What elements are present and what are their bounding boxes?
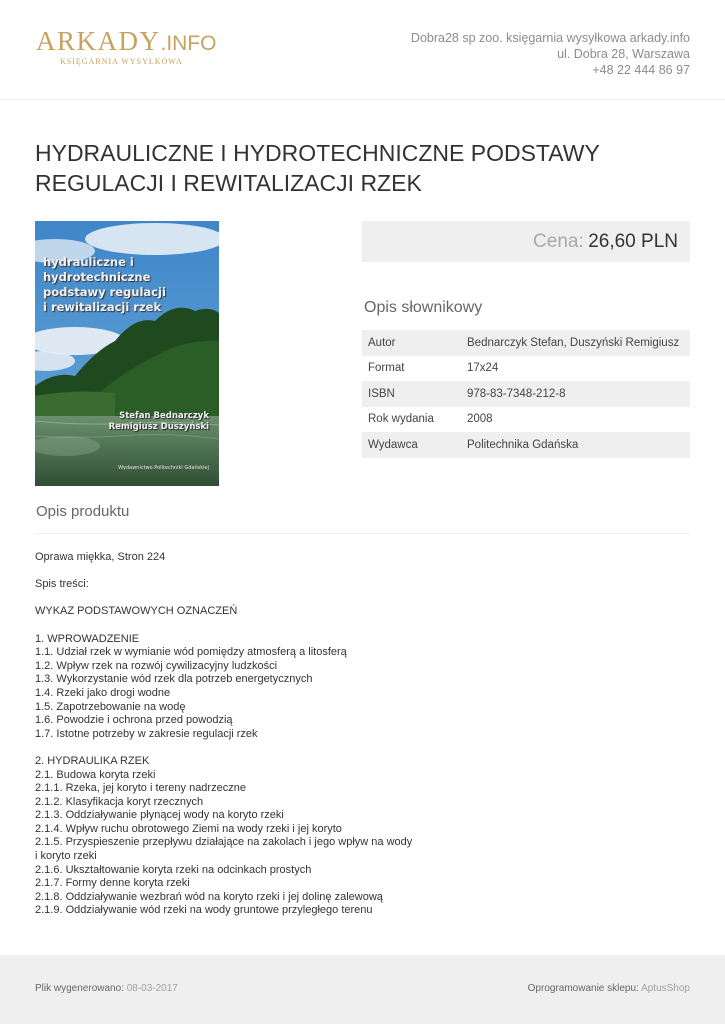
cover-author: Remigiusz Duszyński bbox=[108, 422, 209, 432]
table-row bbox=[362, 330, 690, 356]
cover-authors bbox=[109, 411, 209, 433]
price-box bbox=[362, 221, 690, 262]
cover-title-line: i rewitalizacji rzek bbox=[43, 300, 162, 314]
dictionary-table bbox=[362, 330, 690, 458]
table-row bbox=[362, 407, 690, 433]
shop-address: ul. Dobra 28, Warszawa bbox=[557, 47, 690, 61]
page-header bbox=[0, 0, 725, 100]
cover-title-line: podstawy regulacji bbox=[43, 285, 166, 299]
cover-author: Stefan Bednarczyk bbox=[119, 411, 209, 421]
cover-title-line: hydrauliczne i hydrotechniczne bbox=[43, 255, 151, 284]
row-value: 17x24 bbox=[467, 362, 499, 375]
row-key: Autor bbox=[368, 336, 396, 349]
divider bbox=[35, 533, 690, 534]
generated-label: Plik wygenerowano: bbox=[35, 983, 124, 994]
table-row bbox=[362, 356, 690, 382]
software-info bbox=[528, 983, 690, 994]
row-key: Rok wydania bbox=[368, 413, 434, 426]
software-label: Oprogramowanie sklepu: bbox=[527, 983, 639, 994]
description-paragraph: WYKAZ PODSTAWOWYCH OZNACZEŃ bbox=[35, 605, 238, 618]
logo-subtitle: KSIĘGARNIA WYSYŁKOWA bbox=[60, 57, 183, 66]
arkady-logo[interactable] bbox=[36, 26, 226, 70]
cover-publisher: Wydawnictwo Politechniki Gdańskiej bbox=[118, 465, 209, 471]
row-value: Bednarczyk Stefan, Duszyński Remigiusz bbox=[467, 336, 680, 349]
logo-main-text: ARKADY bbox=[36, 26, 161, 56]
row-key: Format bbox=[368, 362, 405, 375]
row-key: Wydawca bbox=[368, 438, 418, 451]
software-link[interactable]: AptusShop bbox=[641, 983, 690, 994]
shop-info bbox=[411, 30, 690, 78]
description-paragraph: 1. WPROWADZENIE 1.1. Udział rzek w wymianie wód pomiędzy atmosferą a litosferą 1.2. Wpływ rzek na rozwój cywilizacyjny ludzkości 1.3. Wykorzystanie wód rzek dla potrzeb energetycznych 1.4. Rzeki jako drogi wodne 1.5. Zapotrzebowanie na wodę 1.6. Powodzie i ochrona przed powodzią 1.7. Istotne potrzeby w zakresie regulacji rzek bbox=[35, 632, 347, 740]
cover-title bbox=[43, 255, 219, 315]
book-cover-image bbox=[35, 221, 219, 486]
table-row bbox=[362, 381, 690, 407]
table-row bbox=[362, 432, 690, 458]
row-key: ISBN bbox=[368, 387, 395, 400]
product-title: HYDRAULICZNE I HYDROTECHNICZNE PODSTAWY REGULACJI I REWITALIZACJI RZEK bbox=[35, 140, 600, 196]
row-value: 2008 bbox=[467, 413, 493, 426]
row-value: Politechnika Gdańska bbox=[467, 438, 579, 451]
description-paragraph: Spis treści: bbox=[35, 578, 89, 591]
price-label: Cena: bbox=[533, 231, 584, 252]
price-value: 26,60 PLN bbox=[588, 231, 678, 252]
generated-date: 08-03-2017 bbox=[126, 983, 178, 994]
product-description bbox=[35, 551, 415, 918]
logo-wordmark bbox=[36, 26, 217, 59]
row-value: 978-83-7348-212-8 bbox=[467, 387, 566, 400]
description-heading: Opis produktu bbox=[36, 503, 130, 520]
shop-phone: +48 22 444 86 97 bbox=[592, 63, 690, 77]
generated-info bbox=[35, 983, 178, 994]
shop-name: Dobra28 sp zoo. księgarnia wysyłkowa arkady.info bbox=[410, 31, 690, 45]
page-footer bbox=[0, 955, 725, 1024]
description-paragraph: Oprawa miękka, Stron 224 bbox=[35, 551, 166, 563]
description-paragraph: 2. HYDRAULIKA RZEK 2.1. Budowa koryta rzeki 2.1.1. Rzeka, jej koryto i tereny nadrzeczne 2.1.2. Klasyfikacja koryt rzecznych 2.1.3. Oddziaływanie płynącej wody na koryto rzeki 2.1.4. Wpływ ruchu obrotowego Ziemi na wody rzeki i jej koryto 2.1.5. Przyspieszenie przepływu działające na zakolach i jego wpływ na wody i koryto rzeki 2.1.6. Ukształtowanie koryta rzeki na odcinkach prostych 2.1.7. Formy denne koryta rzeki 2.1.8. Oddziaływanie wezbrań wód na koryto rzeki i jej dolinę zalewową 2.1.9. Oddziaływanie wód rzeki na wody gruntowe przyległego terenu bbox=[35, 754, 413, 917]
dictionary-heading: Opis słownikowy bbox=[364, 299, 483, 316]
logo-info-text: .INFO bbox=[160, 32, 217, 55]
